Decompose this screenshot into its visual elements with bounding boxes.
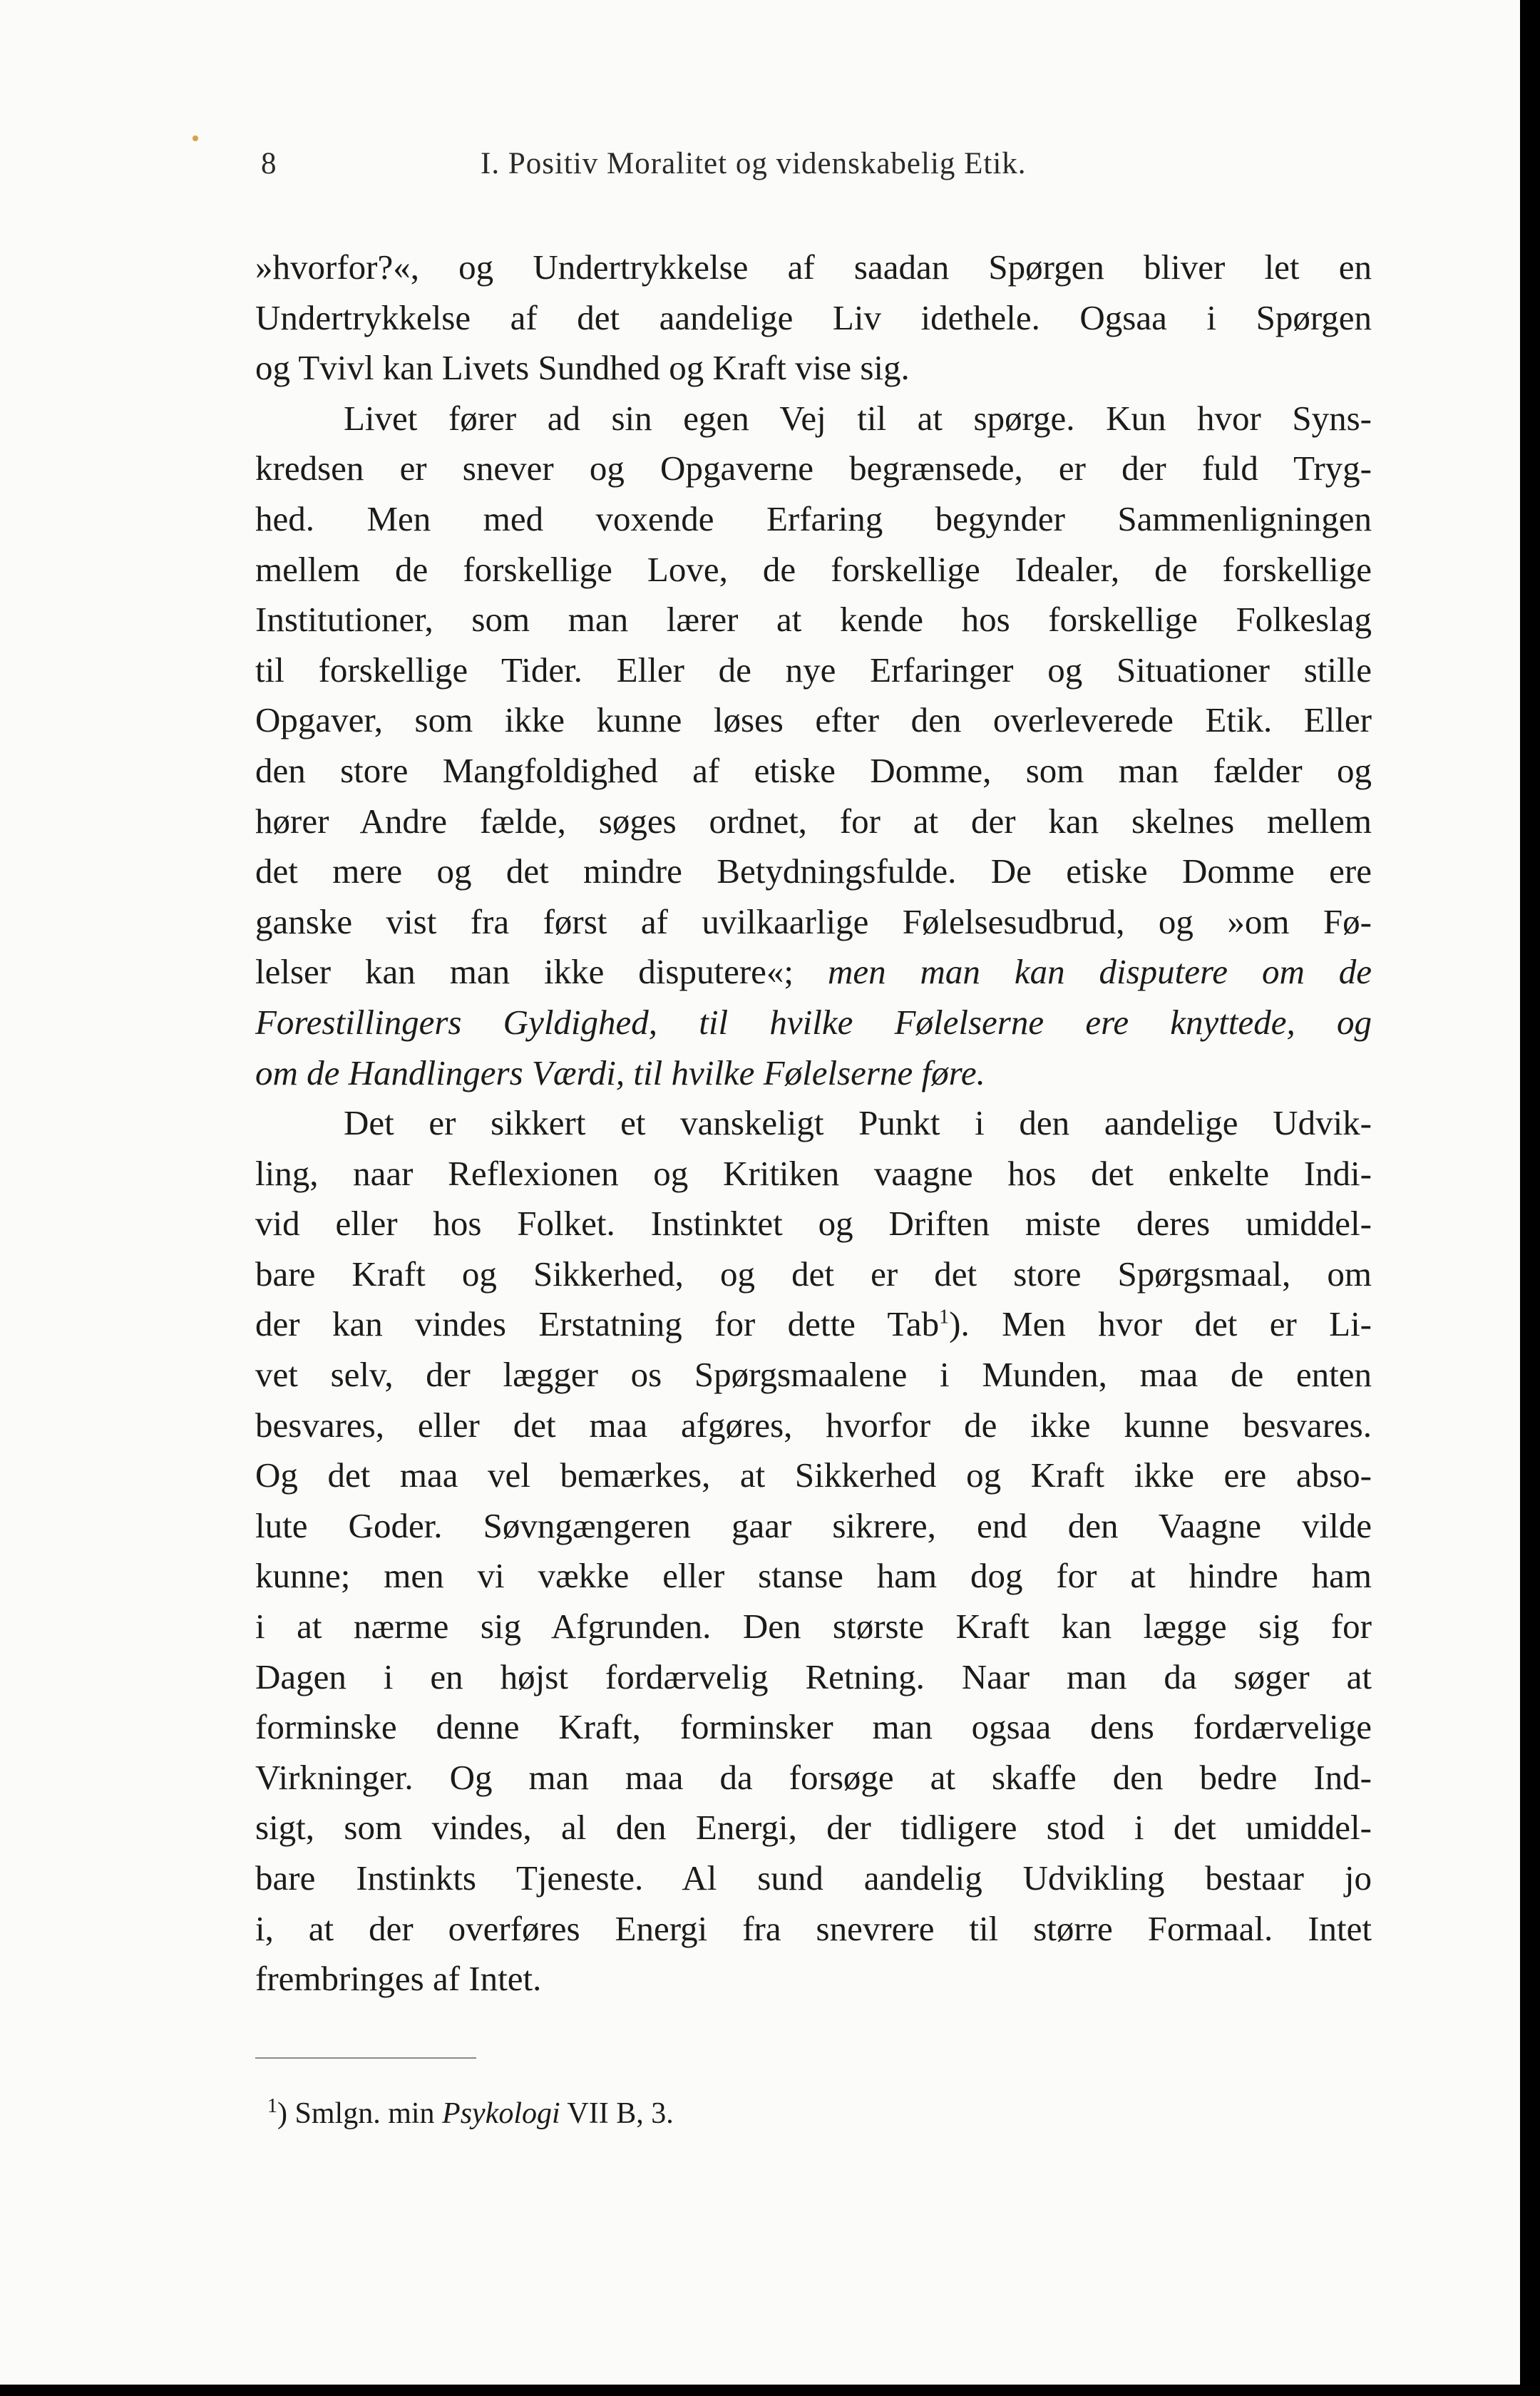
running-title: I. Positiv Moralitet og videnskabelig Etik.: [481, 147, 1027, 180]
text-line: kunne; men vi vække eller stanse ham dog for at hindre ham: [255, 1556, 1372, 1596]
italic-line: [255, 1048, 1372, 1099]
paragraph-start-line: Livet fører ad sin egen Vej til at spørge. Kun hvor Syns-: [344, 398, 1372, 438]
italic-line: [255, 998, 1372, 1048]
footnote-paren: ): [277, 2097, 287, 2130]
footnote-reference-line: [255, 1299, 1372, 1350]
text-line: hører Andre fælde, søges ordnet, for at der kan skelnes mellem: [255, 801, 1372, 841]
footnote-reference: 1: [939, 1306, 950, 1329]
italic-text: Forestillingers Gyldighed, til hvilke Følelserne ere knyttede, og: [255, 1002, 1372, 1042]
text-line: vid eller hos Folket. Instinktet og Driften miste deres umiddel-: [255, 1204, 1372, 1244]
italic-text: men man kan disputere om de: [827, 952, 1372, 992]
text-line: og Tvivl kan Livets Sundhed og Kraft vise sig.: [255, 348, 910, 388]
text-line: bare Kraft og Sikkerhed, og det er det store Spørgsmaal, om: [255, 1254, 1372, 1294]
text-line: frembringes af Intet.: [255, 1959, 542, 1999]
text-line: forminske denne Kraft, forminsker man ogsaa dens fordærvelige: [255, 1707, 1372, 1747]
text-line: Dagen i en højst fordærvelig Retning. Naar man da søger at: [255, 1657, 1372, 1696]
text-line: bare Instinkts Tjeneste. Al sund aandelig Udvikling bestaar jo: [255, 1858, 1372, 1898]
text-line: ganske vist fra først af uvilkaarlige Følelsesudbrud, og »om Fø-: [255, 901, 1372, 941]
footnote-italic-title: Psykologi: [442, 2097, 560, 2130]
text-line: Virkninger. Og man maa da forsøge at skaffe den bedre Ind-: [255, 1757, 1372, 1797]
text-line: hed. Men med voxende Erfaring begynder Sammenligningen: [255, 498, 1372, 538]
text-line: »hvorfor?«, og Undertrykkelse af saadan Spørgen bliver let en: [255, 247, 1372, 287]
page-number: 8: [261, 147, 277, 180]
text-before-reference: der kan vindes Erstatning for dette Tab: [255, 1304, 940, 1344]
roman-text: lelser kan man ikke disputere«;: [255, 952, 794, 992]
text-line: ling, naar Reflexionen og Kritiken vaagne hos det enkelte Indi-: [255, 1153, 1372, 1193]
text-line: Institutioner, som man lærer at kende hos forskellige Folkeslag: [255, 600, 1372, 640]
italic-text: om de Handlingers Værdi, til hvilke Følelserne føre.: [255, 1053, 985, 1092]
text-line: kredsen er snever og Opgaverne begrænsede, er der fuld Tryg-: [255, 449, 1372, 488]
text-line: Og det maa vel bemærkes, at Sikkerhed og Kraft ikke ere abso-: [255, 1455, 1372, 1495]
text-line: det mere og det mindre Betydningsfulde. De etiske Domme ere: [255, 851, 1372, 891]
text-line: mellem de forskellige Love, de forskellige Idealer, de forskellige: [255, 549, 1372, 589]
text-line: i at nærme sig Afgrunden. Den største Kraft kan lægge sig for: [255, 1607, 1372, 1647]
text-line: den store Mangfoldighed af etiske Domme, som man fælder og: [255, 750, 1372, 790]
footnote-rule: [255, 2057, 476, 2059]
paragraph-start-line: Det er sikkert et vanskeligt Punkt i den aandelige Udvik-: [344, 1103, 1372, 1143]
text-line: i, at der overføres Energi fra snevrere til større Formaal. Intet: [255, 1908, 1372, 1948]
text-line: sigt, som vindes, al den Energi, der tidligere stod i det umiddel-: [255, 1808, 1372, 1848]
text-after-reference: ). Men hvor det er Li-: [949, 1304, 1372, 1344]
text-line: Undertrykkelse af det aandelige Liv idethele. Ogsaa i Spørgen: [255, 297, 1372, 337]
mixed-text-line: [255, 947, 1372, 998]
footnote-reference-text: VII B, 3.: [560, 2097, 674, 2130]
text-line: til forskellige Tider. Eller de nye Erfaringer og Situationer stille: [255, 650, 1372, 690]
footnote-text: Smlgn. min: [287, 2097, 443, 2130]
text-line: Opgaver, som ikke kunne løses efter den overleverede Etik. Eller: [255, 700, 1372, 740]
footnote-marker: 1: [267, 2095, 277, 2117]
body-text: [255, 242, 1372, 2005]
text-line: lute Goder. Søvngængeren gaar sikrere, end den Vaagne vilde: [255, 1505, 1372, 1545]
footnote: [267, 2096, 674, 2131]
text-line: besvares, eller det maa afgøres, hvorfor de ikke kunne besvares.: [255, 1405, 1372, 1445]
ink-speck: [192, 135, 198, 141]
text-line: vet selv, der lægger os Spørgsmaalene i Munden, maa de enten: [255, 1355, 1372, 1395]
